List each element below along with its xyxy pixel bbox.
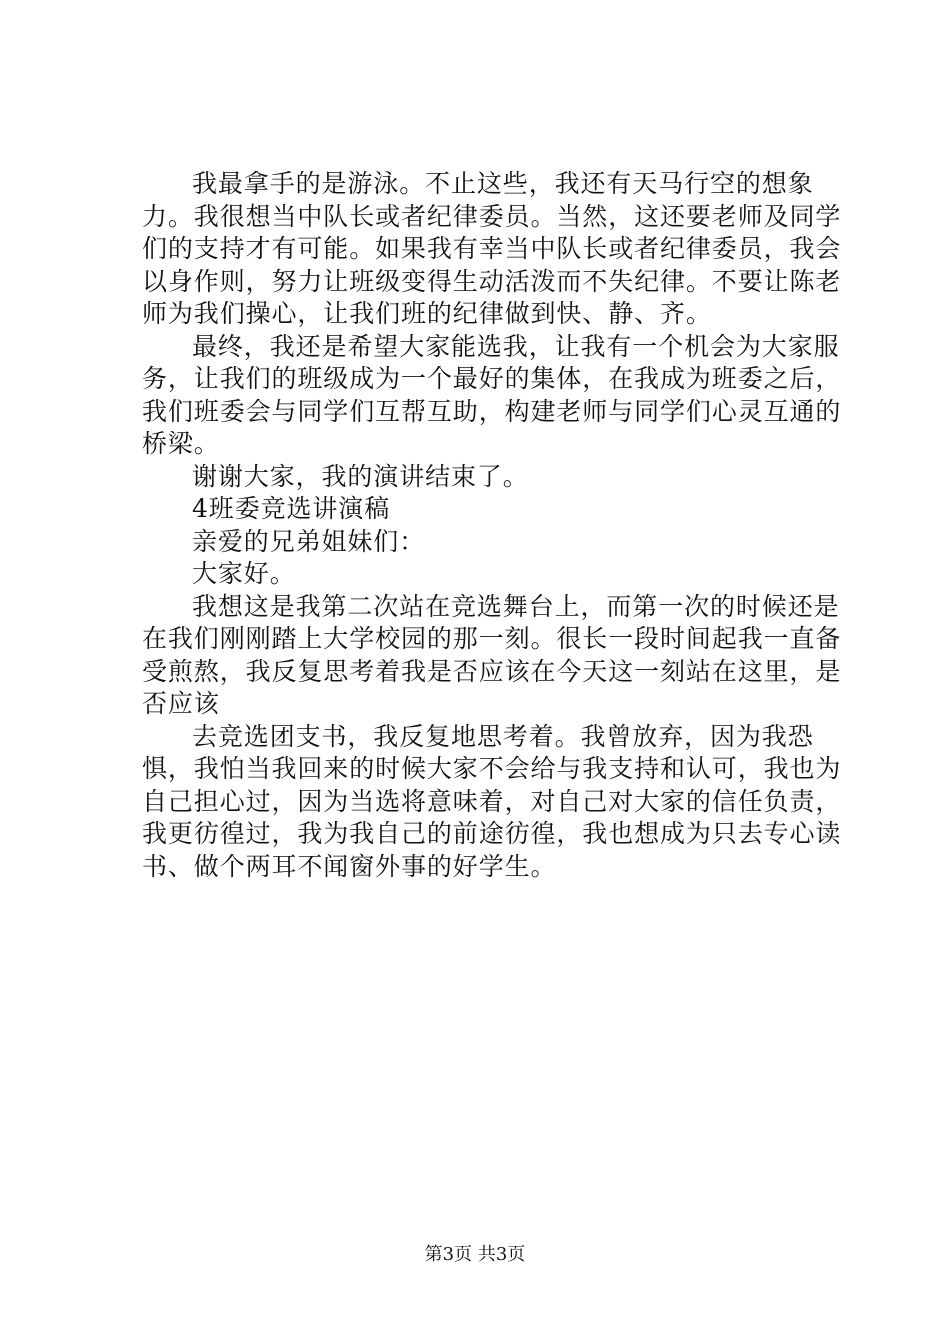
section-heading: 4班委竞选讲演稿 xyxy=(192,494,391,523)
paragraph: 我最拿手的是游泳。不止这些，我还有天马行空的想象力。我很想当中队长或者纪律委员。当然，这还要老师及同学们的支持才有可能。如果我有幸当中队长或者纪律委员，我会以身作则，努力让班级变得生动活泼而不失纪律。不要让陈老师为我们操心，让我们班的纪律做到快、静、齐。 xyxy=(142,169,842,328)
paragraph: 我想这是我第二次站在竞选舞台上，而第一次的时候还是在我们刚刚踏上大学校园的那一刻。很长一段时间起我一直备受煎熬，我反复思考着我是否应该在今天这一刻站在这里，是否应该 xyxy=(142,591,842,718)
salutation: 亲爱的兄弟姐妹们： xyxy=(192,526,426,556)
document-body xyxy=(142,168,842,883)
paragraph: 最终，我还是希望大家能选我，让我有一个机会为大家服务，让我们的班级成为一个最好的集体，在我成为班委之后，我们班委会与同学们互帮互助，构建老师与同学们心灵互通的桥梁。 xyxy=(142,331,842,458)
paragraph: 去竞选团支书，我反复地思考着。我曾放弃，因为我恐惧，我怕当我回来的时候大家不会给与我支持和认可，我也为自己担心过，因为当选将意味着，对自己对大家的信任负责，我更彷徨过，我为我自己的前途彷徨，我也想成为只去专心读书、做个两耳不闻窗外事的好学生。 xyxy=(142,721,842,881)
page-footer: 第3页 共3页 xyxy=(424,1244,526,1265)
greeting: 大家好。 xyxy=(192,559,296,588)
paragraph: 谢谢大家，我的演讲结束了。 xyxy=(192,461,529,491)
